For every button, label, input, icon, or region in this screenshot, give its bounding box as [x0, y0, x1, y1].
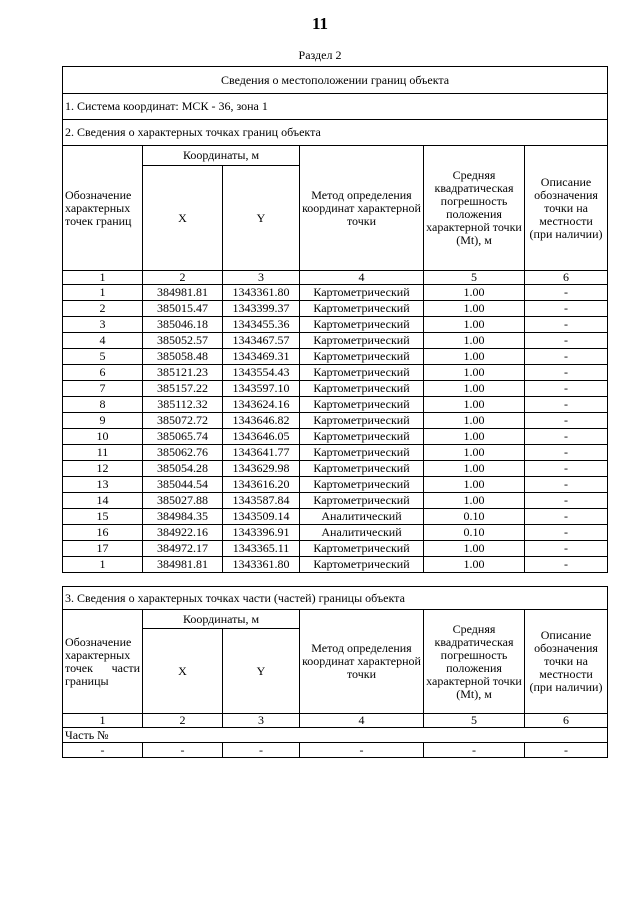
column-number: 5: [424, 714, 525, 728]
point-id: 10: [63, 429, 143, 445]
coord-y: 1343399.37: [223, 301, 300, 317]
method: Картометрический: [300, 349, 424, 365]
error: 1.00: [424, 477, 525, 493]
description: -: [525, 541, 608, 557]
coord-y: 1343554.43: [223, 365, 300, 381]
point-id: 2: [63, 301, 143, 317]
method: Картометрический: [300, 445, 424, 461]
table-row: [63, 317, 608, 333]
method: Картометрический: [300, 541, 424, 557]
header-error: Средняя квадратическая погрешность положения характерной точки (Mt), м: [424, 610, 525, 714]
table-cell: -: [143, 743, 223, 758]
description: -: [525, 525, 608, 541]
header-x: X: [143, 629, 223, 714]
table-row: [63, 429, 608, 445]
method: Картометрический: [300, 333, 424, 349]
table-row: [63, 413, 608, 429]
coord-x: 384984.35: [143, 509, 223, 525]
coord-x: 385054.28: [143, 461, 223, 477]
description: -: [525, 333, 608, 349]
coord-x: 385065.74: [143, 429, 223, 445]
coord-x: 384922.16: [143, 525, 223, 541]
coord-x: 385044.54: [143, 477, 223, 493]
column-number-row: [63, 271, 608, 285]
point-id: 9: [63, 413, 143, 429]
error: 1.00: [424, 541, 525, 557]
table-row: [63, 365, 608, 381]
description: -: [525, 349, 608, 365]
column-number: 3: [223, 271, 300, 285]
method: Картометрический: [300, 413, 424, 429]
error: 0.10: [424, 509, 525, 525]
column-number: 4: [300, 714, 424, 728]
error: 1.00: [424, 333, 525, 349]
table-row: [63, 525, 608, 541]
point-id: 16: [63, 525, 143, 541]
error: 1.00: [424, 349, 525, 365]
column-number: 3: [223, 714, 300, 728]
point-id: 15: [63, 509, 143, 525]
method: Картометрический: [300, 477, 424, 493]
error: 1.00: [424, 381, 525, 397]
table-cell: -: [223, 743, 300, 758]
header-coordinates: Координаты, м: [143, 146, 300, 166]
method: Картометрический: [300, 429, 424, 445]
table-row: [63, 301, 608, 317]
section-label: Раздел 2: [298, 48, 342, 62]
coord-x: 384981.81: [143, 557, 223, 573]
coord-x: 385015.47: [143, 301, 223, 317]
coord-y: 1343396.91: [223, 525, 300, 541]
error: 1.00: [424, 493, 525, 509]
point-id: 5: [63, 349, 143, 365]
coord-x: 385046.18: [143, 317, 223, 333]
point-id: 7: [63, 381, 143, 397]
error: 1.00: [424, 285, 525, 301]
description: -: [525, 365, 608, 381]
description: -: [525, 477, 608, 493]
description: -: [525, 461, 608, 477]
error: 1.00: [424, 301, 525, 317]
page-number: 11: [311, 14, 329, 33]
description: -: [525, 413, 608, 429]
column-number: 6: [525, 714, 608, 728]
description: -: [525, 301, 608, 317]
coord-y: 1343361.80: [223, 557, 300, 573]
header-point-designation: Обозначение характерных точек части границы: [63, 610, 143, 714]
coord-x: 385058.48: [143, 349, 223, 365]
header-method: Метод определения координат характерной точки: [300, 146, 424, 271]
points-table-body: [63, 285, 608, 573]
error: 1.00: [424, 413, 525, 429]
table-row: [63, 333, 608, 349]
coord-x: 384972.17: [143, 541, 223, 557]
coord-x: 385052.57: [143, 333, 223, 349]
coordinate-system: 1. Система координат: МСК - 36, зона 1: [63, 94, 608, 120]
table-row: [63, 397, 608, 413]
point-id: 1: [63, 285, 143, 301]
method: Картометрический: [300, 301, 424, 317]
coord-y: 1343616.20: [223, 477, 300, 493]
coord-y: 1343587.84: [223, 493, 300, 509]
error: 0.10: [424, 525, 525, 541]
table-cell: -: [424, 743, 525, 758]
point-id: 14: [63, 493, 143, 509]
part-label: Часть №: [63, 728, 608, 743]
coord-y: 1343597.10: [223, 381, 300, 397]
coord-x: 385157.22: [143, 381, 223, 397]
table-row: [63, 509, 608, 525]
header-description: Описание обозначения точки на местности (при наличии): [525, 146, 608, 271]
method: Картометрический: [300, 461, 424, 477]
error: 1.00: [424, 429, 525, 445]
method: Картометрический: [300, 397, 424, 413]
description: -: [525, 493, 608, 509]
table-cell: -: [63, 743, 143, 758]
point-id: 8: [63, 397, 143, 413]
column-number: 2: [143, 714, 223, 728]
coord-y: 1343361.80: [223, 285, 300, 301]
coord-y: 1343629.98: [223, 461, 300, 477]
coord-x: 385112.32: [143, 397, 223, 413]
header-point-designation: Обозначение характерных точек границ: [63, 146, 143, 271]
part-boundary-points-table: [62, 586, 608, 758]
coord-y: 1343641.77: [223, 445, 300, 461]
boundary-points-table: [62, 66, 608, 573]
method: Картометрический: [300, 381, 424, 397]
error: 1.00: [424, 397, 525, 413]
table-row: [63, 349, 608, 365]
table-row: [63, 743, 608, 758]
description: -: [525, 429, 608, 445]
coord-y: 1343646.05: [223, 429, 300, 445]
header-x: X: [143, 166, 223, 271]
table-row: [63, 445, 608, 461]
description: -: [525, 397, 608, 413]
coord-y: 1343646.82: [223, 413, 300, 429]
error: 1.00: [424, 317, 525, 333]
coord-y: 1343624.16: [223, 397, 300, 413]
point-id: 12: [63, 461, 143, 477]
description: -: [525, 557, 608, 573]
error: 1.00: [424, 557, 525, 573]
coord-y: 1343455.36: [223, 317, 300, 333]
section-3-heading: 3. Сведения о характерных точках части (частей) границы объекта: [63, 587, 608, 610]
coord-y: 1343467.57: [223, 333, 300, 349]
point-id: 3: [63, 317, 143, 333]
column-number-row: [63, 714, 608, 728]
header-description: Описание обозначения точки на местности (при наличии): [525, 610, 608, 714]
method: Аналитический: [300, 509, 424, 525]
description: -: [525, 285, 608, 301]
header-y: Y: [223, 629, 300, 714]
coord-x: 385072.72: [143, 413, 223, 429]
method: Картометрический: [300, 493, 424, 509]
table-row: [63, 557, 608, 573]
column-number: 2: [143, 271, 223, 285]
point-id: 17: [63, 541, 143, 557]
method: Картометрический: [300, 557, 424, 573]
column-number: 5: [424, 271, 525, 285]
coord-x: 385121.23: [143, 365, 223, 381]
coord-x: 384981.81: [143, 285, 223, 301]
description: -: [525, 381, 608, 397]
method: Картометрический: [300, 317, 424, 333]
method: Картометрический: [300, 365, 424, 381]
table-row: [63, 493, 608, 509]
point-id: 13: [63, 477, 143, 493]
error: 1.00: [424, 461, 525, 477]
table-row: [63, 285, 608, 301]
point-id: 6: [63, 365, 143, 381]
column-number: 4: [300, 271, 424, 285]
point-id: 4: [63, 333, 143, 349]
header-method: Метод определения координат характерной точки: [300, 610, 424, 714]
error: 1.00: [424, 445, 525, 461]
section-2-heading: 2. Сведения о характерных точках границ объекта: [63, 120, 608, 146]
description: -: [525, 317, 608, 333]
error: 1.00: [424, 365, 525, 381]
table-row: [63, 477, 608, 493]
description: -: [525, 509, 608, 525]
method: Картометрический: [300, 285, 424, 301]
column-number: 1: [63, 714, 143, 728]
description: -: [525, 445, 608, 461]
header-error: Средняя квадратическая погрешность положения характерной точки (Mt), м: [424, 146, 525, 271]
header-coordinates: Координаты, м: [143, 610, 300, 629]
method: Аналитический: [300, 525, 424, 541]
table-row: [63, 461, 608, 477]
table-title: Сведения о местоположении границ объекта: [63, 67, 608, 94]
table-cell: -: [525, 743, 608, 758]
table-row: [63, 541, 608, 557]
table-cell: -: [300, 743, 424, 758]
column-number: 1: [63, 271, 143, 285]
coord-y: 1343365.11: [223, 541, 300, 557]
header-y: Y: [223, 166, 300, 271]
coord-x: 385062.76: [143, 445, 223, 461]
coord-y: 1343469.31: [223, 349, 300, 365]
table-row: [63, 381, 608, 397]
coord-y: 1343509.14: [223, 509, 300, 525]
column-number: 6: [525, 271, 608, 285]
coord-x: 385027.88: [143, 493, 223, 509]
point-id: 1: [63, 557, 143, 573]
point-id: 11: [63, 445, 143, 461]
